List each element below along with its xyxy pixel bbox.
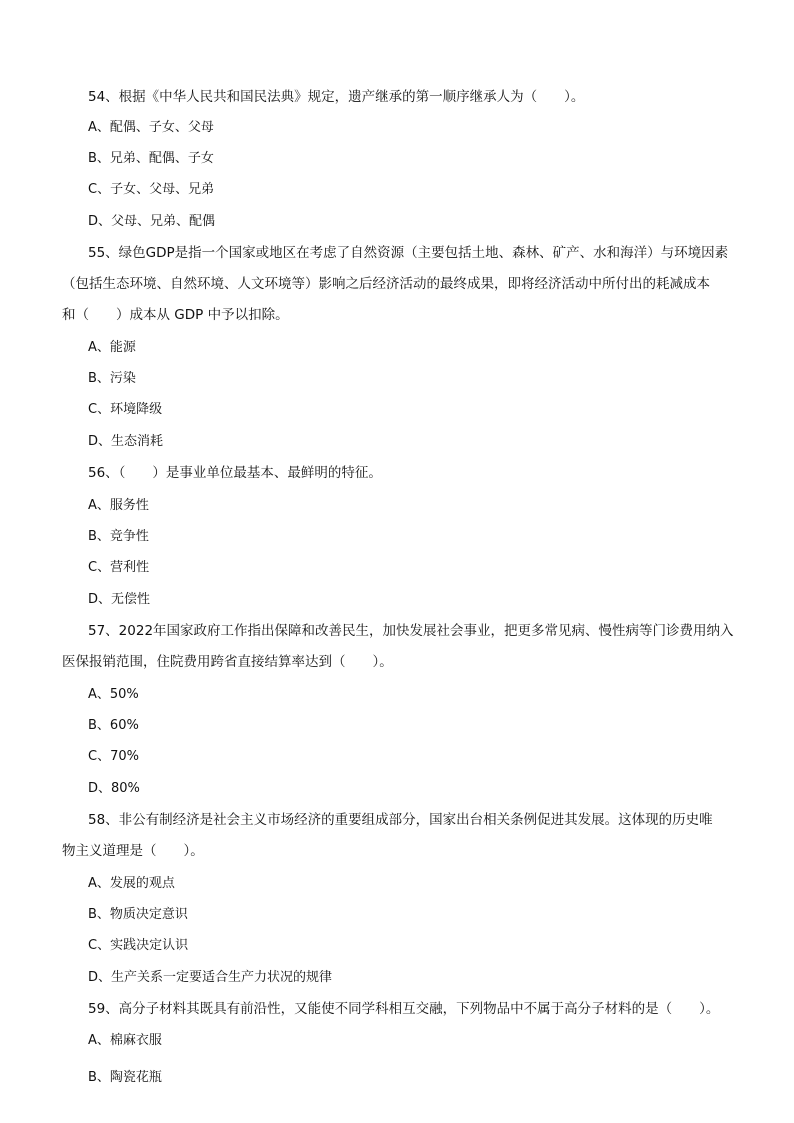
question-54-option-a: A、配偶、子女、父母 xyxy=(88,120,214,135)
question-54-option-b: B、兄弟、配偶、子女 xyxy=(88,151,214,166)
question-56-option-b: B、竞争性 xyxy=(88,529,149,544)
question-58-option-c: C、实践决定认识 xyxy=(88,938,189,953)
question-56-text: 56、（ ）是事业单位最基本、最鲜明的特征。 xyxy=(88,465,382,481)
question-57-option-b: B、60% xyxy=(88,718,139,733)
question-56-option-d: D、无偿性 xyxy=(88,592,151,607)
question-58-text: 58、非公有制经济是社会主义市场经济的重要组成部分，国家出台相关条例促进其发展。这体现的历史唯 xyxy=(88,812,713,828)
question-56-option-c: C、营利性 xyxy=(88,560,150,575)
question-55-option-a: A、能源 xyxy=(88,340,136,355)
question-59-option-a: A、棉麻衣服 xyxy=(88,1033,162,1048)
question-55-text: 55、绿色GDP是指一个国家或地区在考虑了自然资源（主要包括土地、森林、矿产、水和海洋）与环境因素 xyxy=(88,245,729,261)
question-59-option-b: B、陶瓷花瓶 xyxy=(88,1070,162,1085)
question-56-option-a: A、服务性 xyxy=(88,498,149,513)
question-59-text: 59、高分子材料其既具有前沿性，又能使不同学科相互交融，下列物品中不属于高分子材料的是（ ）。 xyxy=(88,1001,720,1017)
question-57-option-c: C、70% xyxy=(88,749,139,764)
question-55-option-c: C、环境降级 xyxy=(88,402,163,417)
question-58-option-a: A、发展的观点 xyxy=(88,876,175,891)
question-58-option-d: D、生产关系一定要适合生产力状况的规律 xyxy=(88,970,333,985)
question-54-option-c: C、子女、父母、兄弟 xyxy=(88,182,215,197)
question-57-option-a: A、50% xyxy=(88,687,139,702)
question-57-text: 57、2022年国家政府工作指出保障和改善民生，加快发展社会事业，把更多常见病、慢性病等门诊费用纳入 xyxy=(88,623,734,639)
question-54-option-d: D、父母、兄弟、配偶 xyxy=(88,214,216,229)
question-55-option-b: B、污染 xyxy=(88,371,136,386)
question-57-option-d: D、80% xyxy=(88,781,140,796)
question-58-option-b: B、物质决定意识 xyxy=(88,907,188,922)
question-55-text-line-3: 和（ ）成本从 GDP 中予以扣除。 xyxy=(62,307,289,323)
question-54-text: 54、根据《中华人民共和国民法典》规定，遗产继承的第一顺序继承人为（ ）。 xyxy=(88,89,585,105)
question-55-option-d: D、生态消耗 xyxy=(88,434,164,449)
question-57-text-line-2: 医保报销范围，住院费用跨省直接结算率达到（ ）。 xyxy=(62,654,393,670)
question-58-text-line-2: 物主义道理是（ ）。 xyxy=(62,843,204,859)
question-55-text-line-2: （包括生态环境、自然环境、人文环境等）影响之后经济活动的最终成果，即将经济活动中所付出的耗减成本 xyxy=(62,276,710,292)
